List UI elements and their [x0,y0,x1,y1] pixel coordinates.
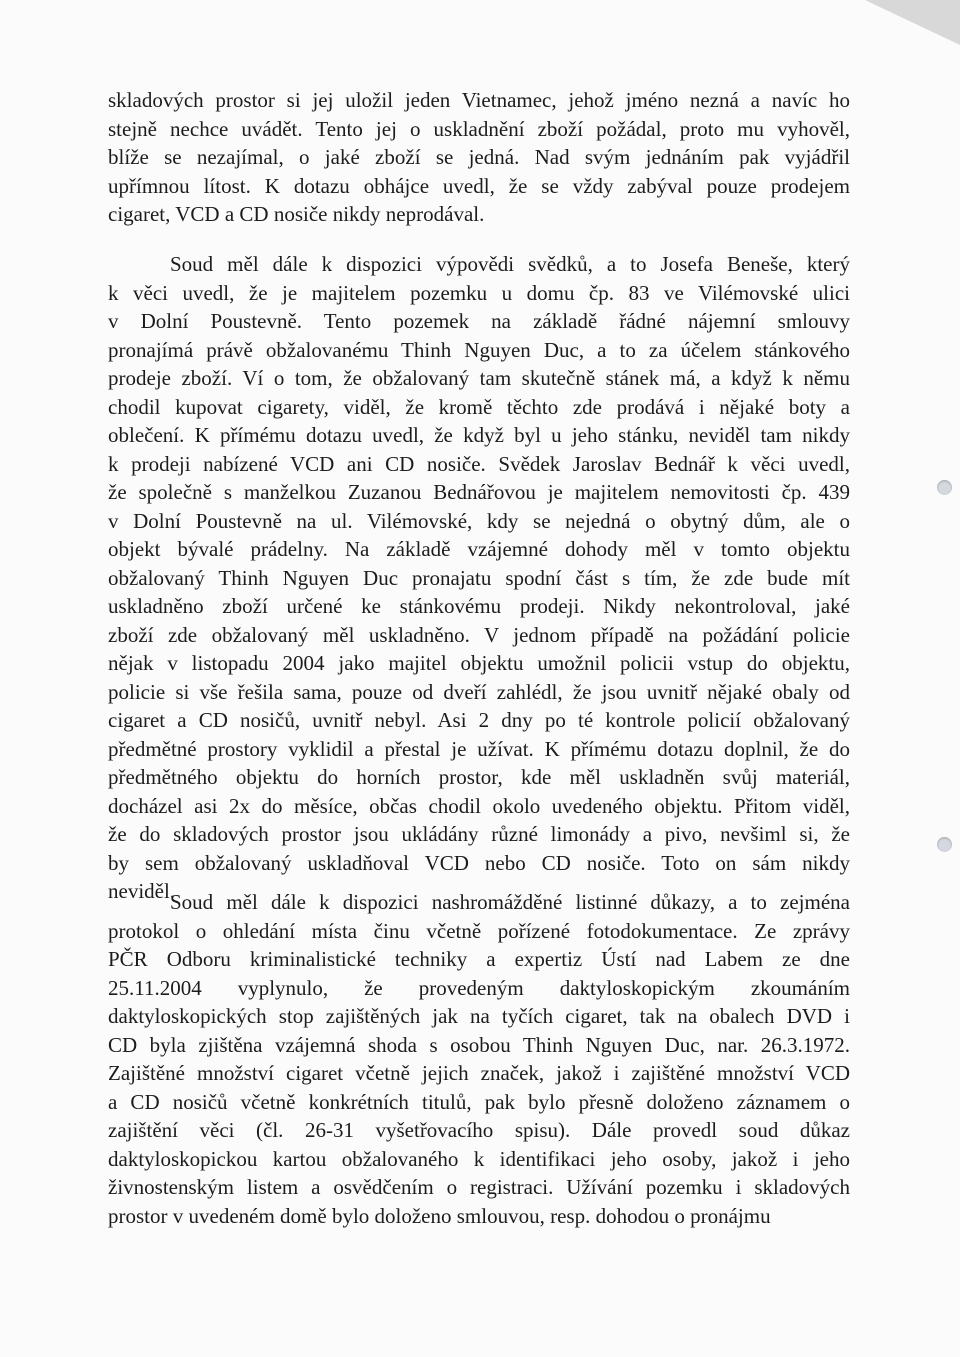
paragraph-2 [108,250,850,906]
text-line: nějak v listopadu 2004 jako majitel objektu umožnil policii vstup do objektu, [108,651,850,675]
text-line: Soud měl dále k dispozici výpovědi svědků, a to Josefa Beneše, který [170,252,850,276]
text-line: daktyloskopických stop zajištěných jak na tyčích cigaret, tak na obalech DVD i [108,1004,850,1028]
text-line: prostor v uvedeném domě bylo doloženo smlouvou, resp. dohodou o pronájmu [108,1203,771,1228]
text-line: CD byla zjištěna vzájemná shoda s osobou Thinh Nguyen Duc, nar. 26.3.1972. [108,1032,850,1057]
text-line: předmětné prostory vyklidil a přestal je užívat. K přímému dotazu doplnil, že do [108,736,850,761]
text-line: že do skladových prostor jsou ukládány různé limonády a pivo, nevšiml si, že [108,822,850,846]
folded-corner [865,0,960,45]
text-line: k věci uvedl, že je majitelem pozemku u domu čp. 83 ve Vilémovské ulici [108,280,850,305]
text-line: daktyloskopickou kartou obžalovaného k identifikaci jeho osoby, jakož i jeho [108,1146,850,1171]
text-line: cigaret a CD nosičů, uvnitř nebyl. Asi 2 dny po té kontrole policií obžalovaný [108,708,850,732]
text-line: by sem obžalovaný uskladňoval VCD nebo CD nosiče. Toto on sám nikdy [108,850,850,875]
text-line: chodil kupovat cigarety, viděl, že kromě těchto zde prodává i nějaké boty a [108,394,850,419]
text-line: v Dolní Poustevně. Tento pozemek na základě řádné nájemní smlouvy [108,309,850,333]
text-line: pronajímá právě obžalovanému Thinh Nguyen Duc, a to za účelem stánkového [108,337,850,362]
text-line: zajištění věci (čl. 26-31 vyšetřovacího spisu). Dále provedl soud důkaz [108,1118,850,1142]
paragraph-3 [108,888,850,1230]
text-line: v Dolní Poustevně na ul. Vilémovské, kdy se nejedná o obytný dům, ale o [108,508,850,533]
text-line: upřímnou lítost. K dotazu obhájce uvedl, že se vždy zabýval pouze prodejem [108,173,850,198]
text-line: PČR Odboru kriminalistické techniky a expertiz Ústí nad Labem ze dne [108,947,850,971]
text-line: skladových prostor si jej uložil jeden Vietnamec, jehož jméno nezná a navíc ho [108,88,850,112]
text-line: k prodeji nabízené VCD ani CD nosiče. Svědek Jaroslav Bednář k věci uvedl, [108,451,850,476]
text-line: objekt bývalé prádelny. Na základě vzájemné dohody měl v tomto objektu [108,537,850,561]
text-line: Zajištěné množství cigaret včetně jejich značek, jakož i zajištěné množství VCD [108,1061,850,1085]
text-line: docházel asi 2x do měsíce, občas chodil okolo uvedeného objektu. Přitom viděl, [108,793,850,818]
text-line: policie si vše řešila sama, pouze od dveří zahlédl, že jsou uvnitř nějaké obaly od [108,679,850,704]
paragraph-1 [108,86,850,229]
text-line: protokol o ohledání místa činu včetně pořízené fotodokumentace. Ze zprávy [108,918,850,943]
text-line: předmětného objektu do horních prostor, kde měl uskladněn svůj materiál, [108,765,850,789]
text-line: Soud měl dále k dispozici nashromážděné listinné důkazy, a to zejména [170,890,850,914]
text-line: obžalovaný Thinh Nguyen Duc pronajatu spodní část s tím, že zde bude mít [108,565,850,590]
text-line: a CD nosičů včetně konkrétních titulů, pak bylo přesně doloženo záznamem o [108,1089,850,1114]
text-line: cigaret, VCD a CD nosiče nikdy neprodával. [108,202,485,226]
text-line: blíže se nezajímal, o jaké zboží se jedná. Nad svým jednáním pak vyjádřil [108,145,850,169]
text-line: zboží zde obžalovaný měl uskladněno. V jednom případě na požádání policie [108,622,850,647]
text-line: 25.11.2004 vyplynulo, že provedeným daktyloskopickým zkoumáním [108,975,850,1000]
text-line: že společně s manželkou Zuzanou Bednářovou je majitelem nemovitosti čp. 439 [108,480,850,504]
text-line: stejně nechce uvádět. Tento jej o uskladnění zboží požádal, proto mu vyhověl, [108,116,850,141]
text-line: uskladněno zboží určené ke stánkovému prodeji. Nikdy nekontroloval, jaké [108,594,850,618]
text-line: oblečení. K přímému dotazu uvedl, že když byl u jeho stánku, neviděl tam nikdy [108,423,850,447]
punch-hole [937,480,952,495]
text-line: živnostenským listem a osvědčením o registraci. Užívání pozemku i skladových [108,1175,850,1199]
text-line: neviděl. [108,879,176,903]
punch-hole [937,837,952,852]
text-line: prodeje zboží. Ví o tom, že obžalovaný tam skutečně stánek má, a když k němu [108,366,850,390]
